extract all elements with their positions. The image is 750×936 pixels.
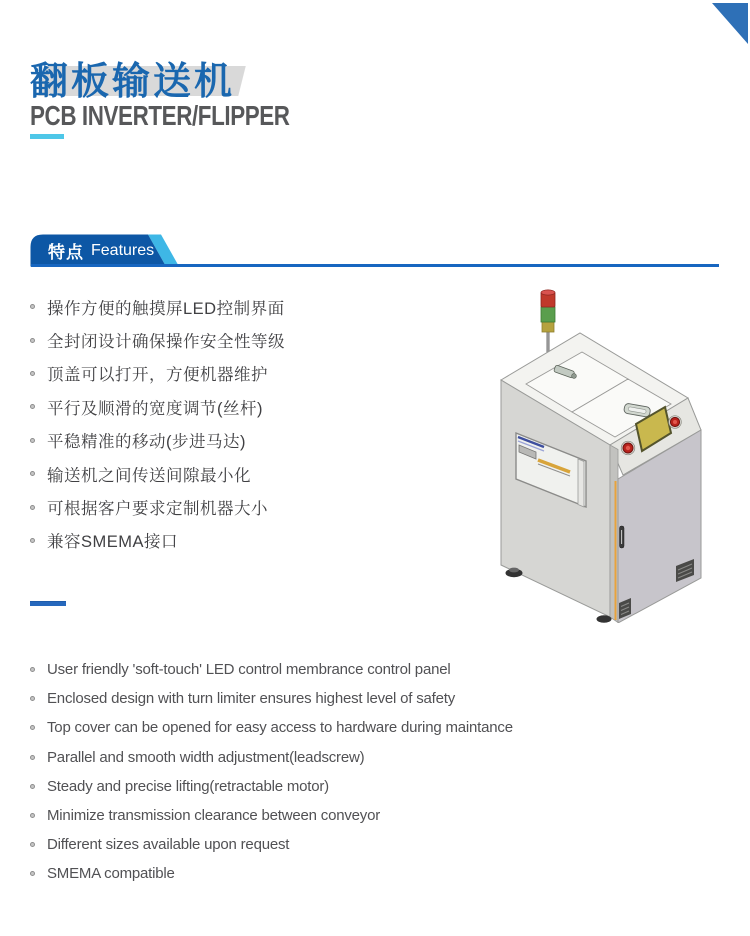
bullet-icon [30, 538, 35, 543]
bullet-icon [30, 338, 35, 343]
feature-text: 全封闭设计确保操作安全性等级 [47, 333, 285, 352]
bullet-icon [30, 842, 35, 847]
bullet-icon [30, 404, 35, 409]
feature-text: Different sizes available upon request [47, 836, 290, 854]
section-divider-dash [30, 601, 66, 606]
feature-text: 顶盖可以打开，方便机器维护 [47, 366, 268, 385]
list-item [30, 772, 590, 801]
bullet-icon [30, 505, 35, 510]
bullet-icon [30, 371, 35, 376]
bullet-icon [30, 871, 35, 876]
foot-front [597, 615, 612, 623]
feature-text: 平稳精准的移动(步进马达) [47, 433, 246, 452]
list-item [30, 830, 590, 859]
clamp-knob [572, 374, 577, 379]
front-post [610, 445, 618, 623]
feature-text: 平行及顺滑的宽度调节(丝杆) [47, 399, 263, 418]
list-item [30, 713, 590, 742]
feature-list-chinese [30, 290, 450, 557]
list-item [30, 357, 450, 390]
conveyor-plate [578, 459, 584, 507]
feature-text: 输送机之间传送间隙最小化 [47, 466, 251, 485]
feature-text: Minimize transmission clearance between conveyor [47, 807, 381, 825]
bullet-icon [30, 304, 35, 309]
bullet-icon [30, 813, 35, 818]
features-tab-labels [48, 234, 154, 267]
bullet-icon [30, 438, 35, 443]
tower-green-light [541, 307, 555, 322]
feature-text: SMEMA compatible [47, 865, 175, 883]
machine-illustration [478, 283, 710, 623]
list-item [30, 490, 450, 523]
list-item [30, 290, 450, 323]
foot-left-top [509, 568, 519, 573]
bullet-icon [30, 725, 35, 730]
button-center-right [673, 420, 677, 424]
list-item [30, 655, 590, 684]
feature-text: 可根据客户要求定制机器大小 [47, 500, 268, 519]
feature-text: 兼容SMEMA接口 [47, 533, 179, 552]
feature-text: Parallel and smooth width adjustment(leadscrew) [47, 748, 365, 766]
list-item [30, 457, 450, 490]
feature-text: Steady and precise lifting(retractable motor) [47, 777, 329, 795]
list-item [30, 859, 590, 888]
title-underline-decoration [30, 134, 64, 139]
bullet-icon [30, 471, 35, 476]
list-item [30, 524, 450, 557]
bullet-icon [30, 696, 35, 701]
features-label-cn: 特点 [48, 243, 84, 262]
feature-text: User friendly 'soft-touch' LED control membrance control panel [47, 661, 451, 679]
bullet-icon [30, 784, 35, 789]
list-item [30, 743, 590, 772]
list-item [30, 323, 450, 356]
bullet-icon [30, 667, 35, 672]
button-center-left [626, 446, 630, 450]
bullet-icon [30, 755, 35, 760]
list-item [30, 390, 450, 423]
features-label-en: Features [91, 241, 155, 259]
page-title-chinese: 翻板输送机 [30, 61, 236, 103]
feature-list-english [30, 655, 590, 889]
feature-text: Top cover can be opened for easy access to hardware during maintance [47, 719, 513, 737]
tower-red-cap [541, 290, 555, 295]
feature-text: 操作方便的触摸屏LED控制界面 [47, 299, 285, 318]
feature-text: Enclosed design with turn limiter ensures highest level of safety [47, 690, 456, 708]
list-item [30, 684, 590, 713]
page-title-english: PCB INVERTER/FLIPPER [30, 100, 290, 131]
list-item [30, 801, 590, 830]
corner-triangle-decoration [712, 3, 748, 44]
features-banner [30, 234, 730, 268]
list-item [30, 424, 450, 457]
tower-yellow-light [542, 322, 554, 332]
